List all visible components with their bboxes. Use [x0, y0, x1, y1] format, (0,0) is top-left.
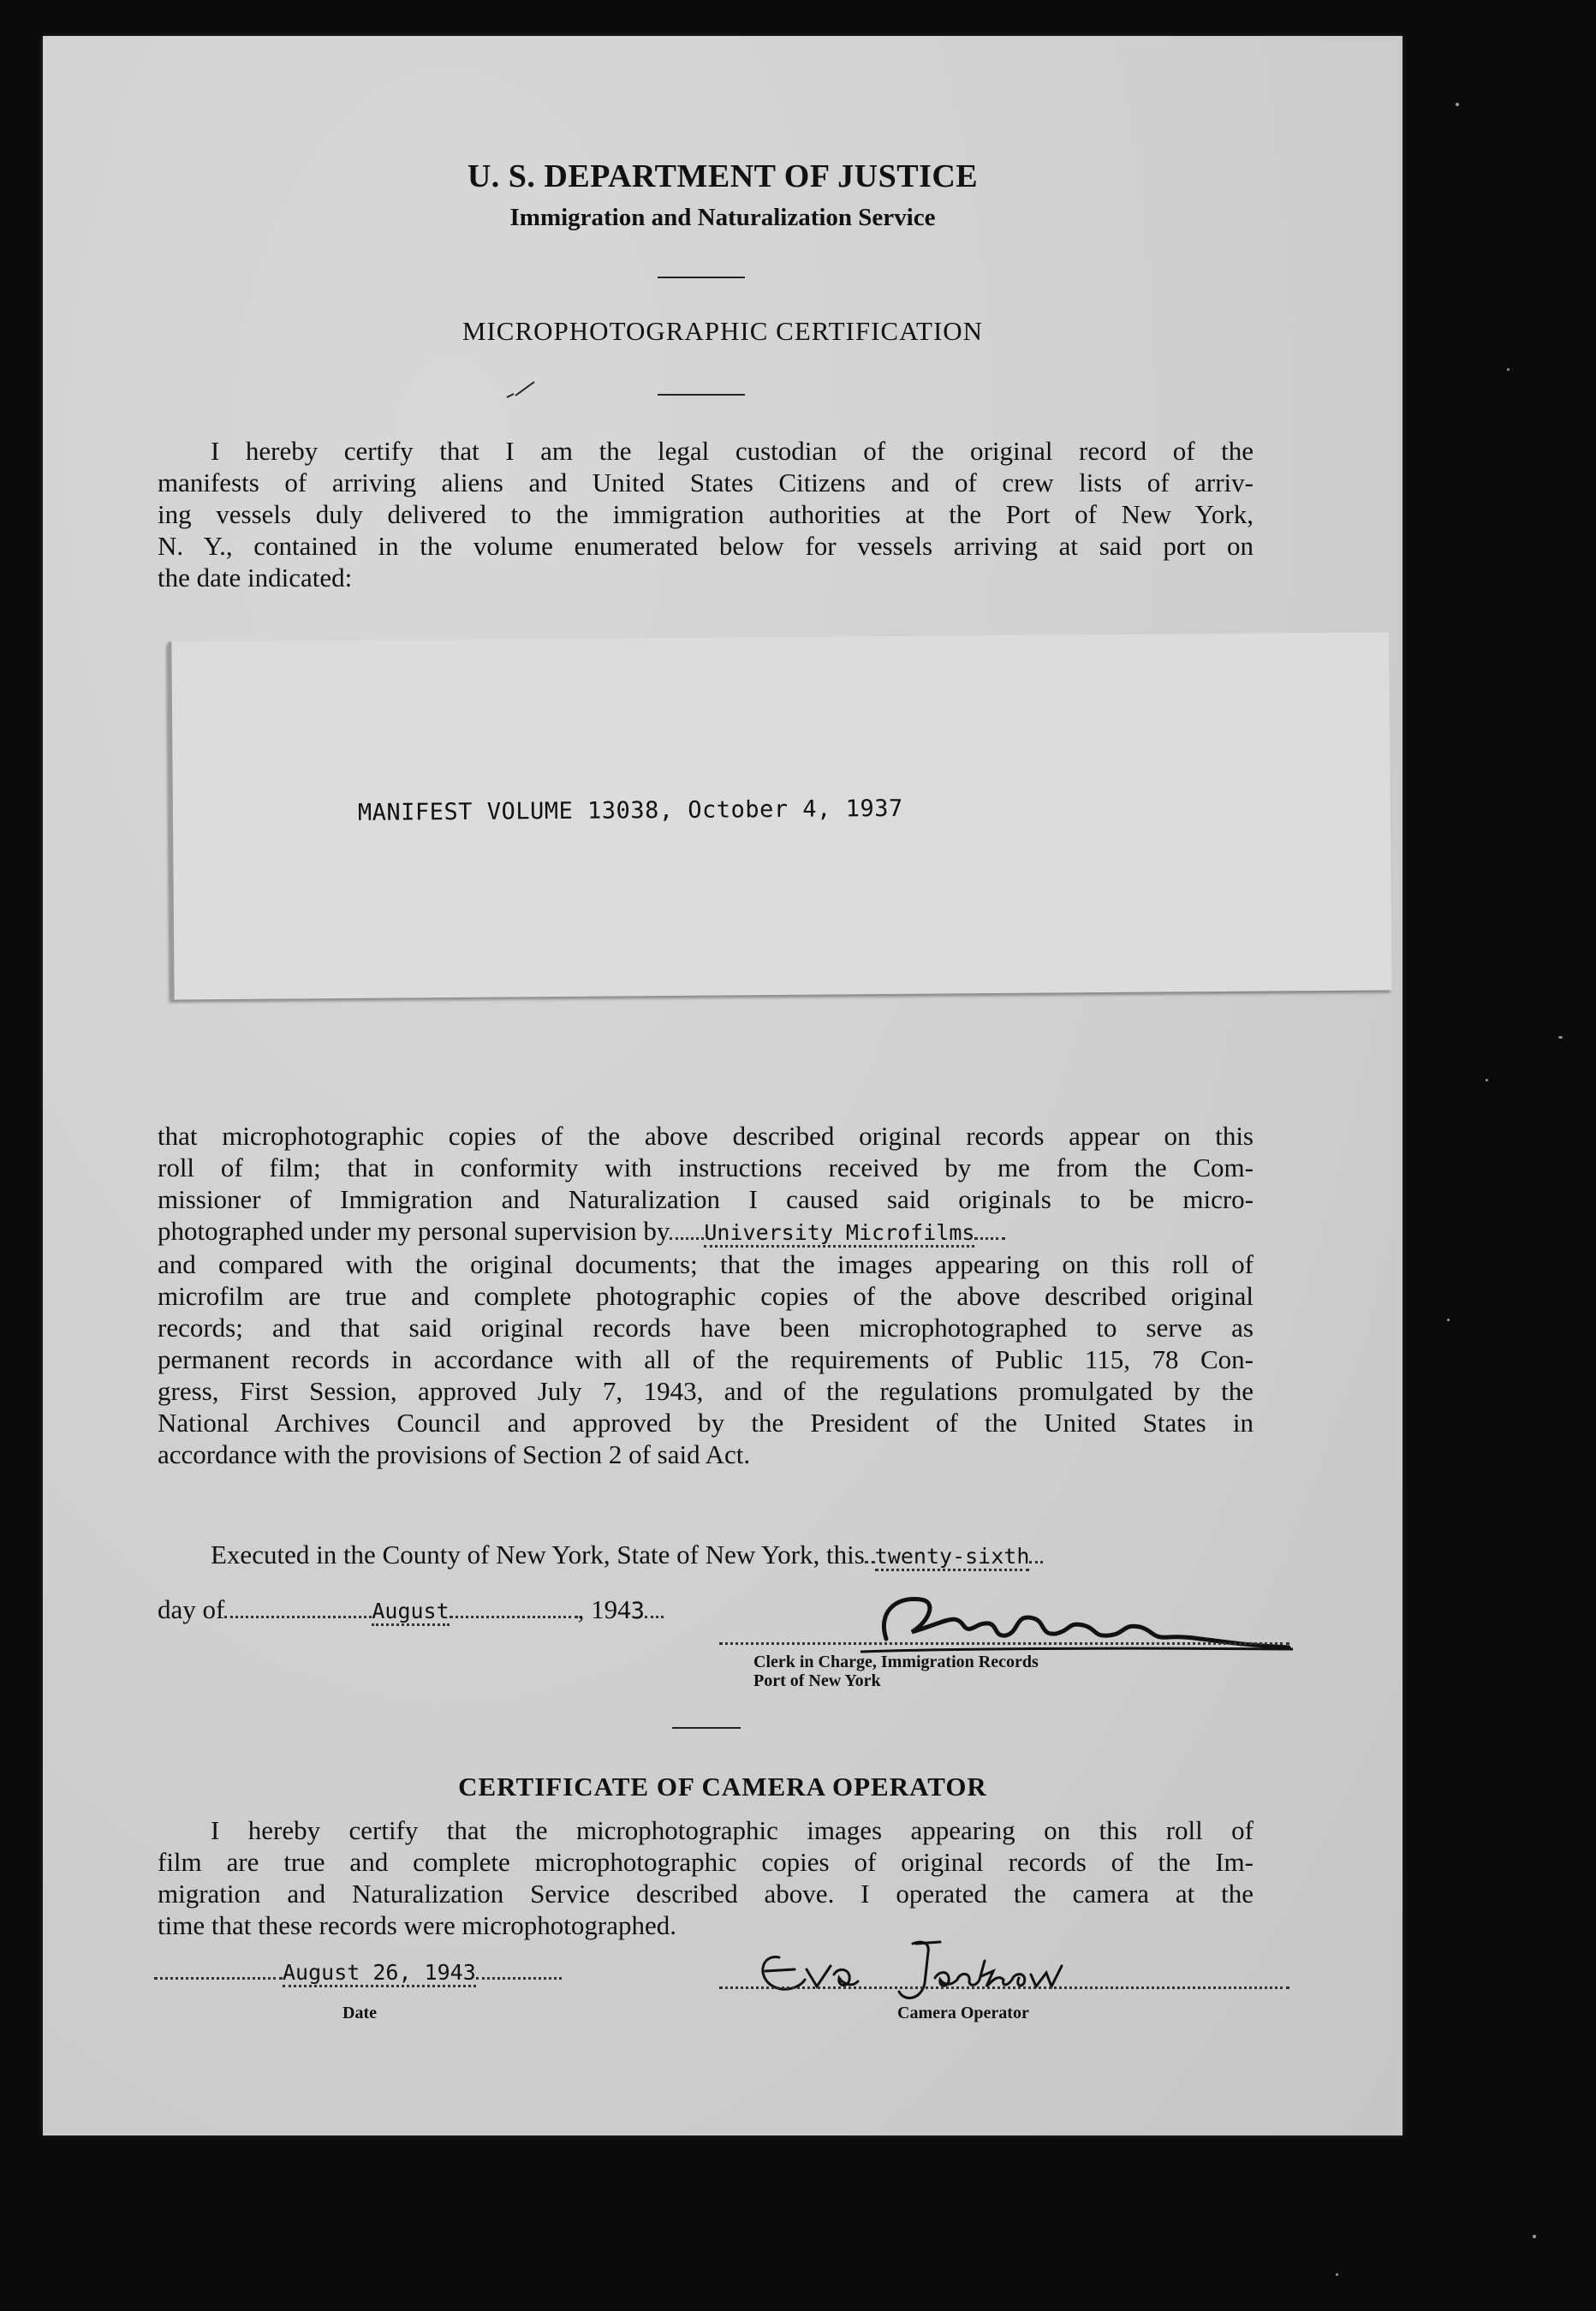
fill-dots	[476, 1977, 562, 1980]
department-heading: U. S. DEPARTMENT OF JUSTICE	[467, 158, 979, 194]
body-line: accordance with the provisions of Section 2 of said Act.	[158, 1439, 751, 1469]
fill-dots	[865, 1561, 875, 1563]
service-subheading: Immigration and Naturalization Service	[509, 204, 936, 231]
supervision-value: University Microfilms	[704, 1220, 974, 1248]
intro-paragraph	[158, 435, 1254, 593]
fill-dots	[1029, 1561, 1043, 1563]
camera-line: I hereby certify that the microphotographic images appearing on this roll of	[211, 1815, 1254, 1845]
fill-dots	[224, 1616, 372, 1618]
body-line: gress, First Session, approved July 7, 1943, and of the regulations promulgated by the	[158, 1376, 1254, 1406]
intro-line: ing vessels duly delivered to the immigration authorities at the Port of New York,	[158, 499, 1254, 529]
clerk-title	[753, 1653, 1039, 1690]
background-speck	[1533, 2235, 1536, 2238]
background-speck	[1447, 1319, 1450, 1321]
camera-operator-label: Camera Operator	[897, 2004, 1029, 2022]
camera-certificate-title: CERTIFICATE OF CAMERA OPERATOR	[458, 1772, 987, 1802]
body-line: National Archives Council and approved by the President of the United States in	[158, 1408, 1254, 1438]
background-speck	[1486, 1079, 1488, 1081]
clerk-title-line-2: Port of New York	[753, 1671, 881, 1690]
supervision-line	[158, 1215, 1254, 1248]
date-label: Date	[342, 2004, 377, 2022]
camera-line: time that these records were microphotographed.	[158, 1910, 676, 1940]
executed-month-value: August	[372, 1599, 449, 1626]
body-line: that microphotographic copies of the above described original records appear on this	[158, 1121, 1254, 1151]
camera-operator-signature	[745, 1932, 1105, 2009]
year-digit: 3	[630, 1598, 645, 1624]
background-speck	[1507, 368, 1510, 371]
body-line: microfilm are true and complete photographic copies of the above described original	[158, 1281, 1254, 1311]
background-speck	[1336, 2273, 1338, 2276]
supervision-prefix: photographed under my personal supervision by	[158, 1216, 670, 1246]
intro-line: I hereby certify that I am the legal custodian of the original record of the	[211, 436, 1254, 466]
intro-line: N. Y., contained in the volume enumerated below for vessels arriving at said port on	[158, 531, 1254, 561]
certification-body	[158, 1120, 1254, 1470]
manifest-slip	[168, 632, 1391, 999]
date-value: August 26, 1943	[283, 1960, 476, 1987]
body-line: records; and that said original records have been microphotographed to serve as	[158, 1313, 1254, 1343]
check-mark-icon	[505, 377, 539, 402]
body-line: permanent records in accordance with all of the requirements of Public 115, 78 Con-	[158, 1344, 1254, 1374]
body-line: missioner of Immigration and Naturalization I caused said originals to be micro-	[158, 1184, 1254, 1214]
fill-dots	[450, 1616, 578, 1618]
date-field	[154, 1956, 562, 1986]
day-of-label: day of	[158, 1594, 225, 1624]
divider-rule	[672, 1727, 741, 1729]
manifest-volume-text: MANIFEST VOLUME 13038, October 4, 1937	[357, 795, 903, 826]
camera-operator-signature-line	[719, 1986, 1289, 1989]
executed-prefix: Executed in the County of New York, State of New York, this	[211, 1540, 865, 1569]
year-label: , 194	[577, 1594, 631, 1624]
certification-title: MICROPHOTOGRAPHIC CERTIFICATION	[462, 316, 984, 346]
camera-line: migration and Naturalization Service described above. I operated the camera at the	[158, 1879, 1254, 1909]
executed-day-value: twenty-sixth	[875, 1544, 1030, 1571]
fill-dots	[154, 1977, 283, 1980]
camera-paragraph	[158, 1814, 1254, 1941]
divider-rule	[658, 394, 745, 396]
fill-dots	[974, 1237, 1005, 1240]
body-line: and compared with the original documents; that the images appearing on this roll of	[158, 1249, 1254, 1279]
fill-dots	[645, 1616, 664, 1618]
clerk-signature-line	[719, 1642, 1289, 1645]
day-of-line	[158, 1594, 664, 1625]
body-line: roll of film; that in conformity with instructions received by me from the Com-	[158, 1153, 1254, 1182]
certificate-sheet	[43, 36, 1402, 2135]
divider-rule	[658, 277, 745, 278]
fill-dots	[670, 1237, 704, 1240]
background-speck	[1558, 1036, 1563, 1039]
intro-line: the date indicated:	[158, 563, 353, 593]
background-speck	[1456, 103, 1459, 106]
executed-line	[211, 1540, 1043, 1570]
intro-line: manifests of arriving aliens and United States Citizens and of crew lists of arriv-	[158, 468, 1254, 497]
clerk-title-line-1: Clerk in Charge, Immigration Records	[753, 1653, 1039, 1671]
camera-line: film are true and complete microphotographic copies of original records of the Im-	[158, 1847, 1254, 1877]
